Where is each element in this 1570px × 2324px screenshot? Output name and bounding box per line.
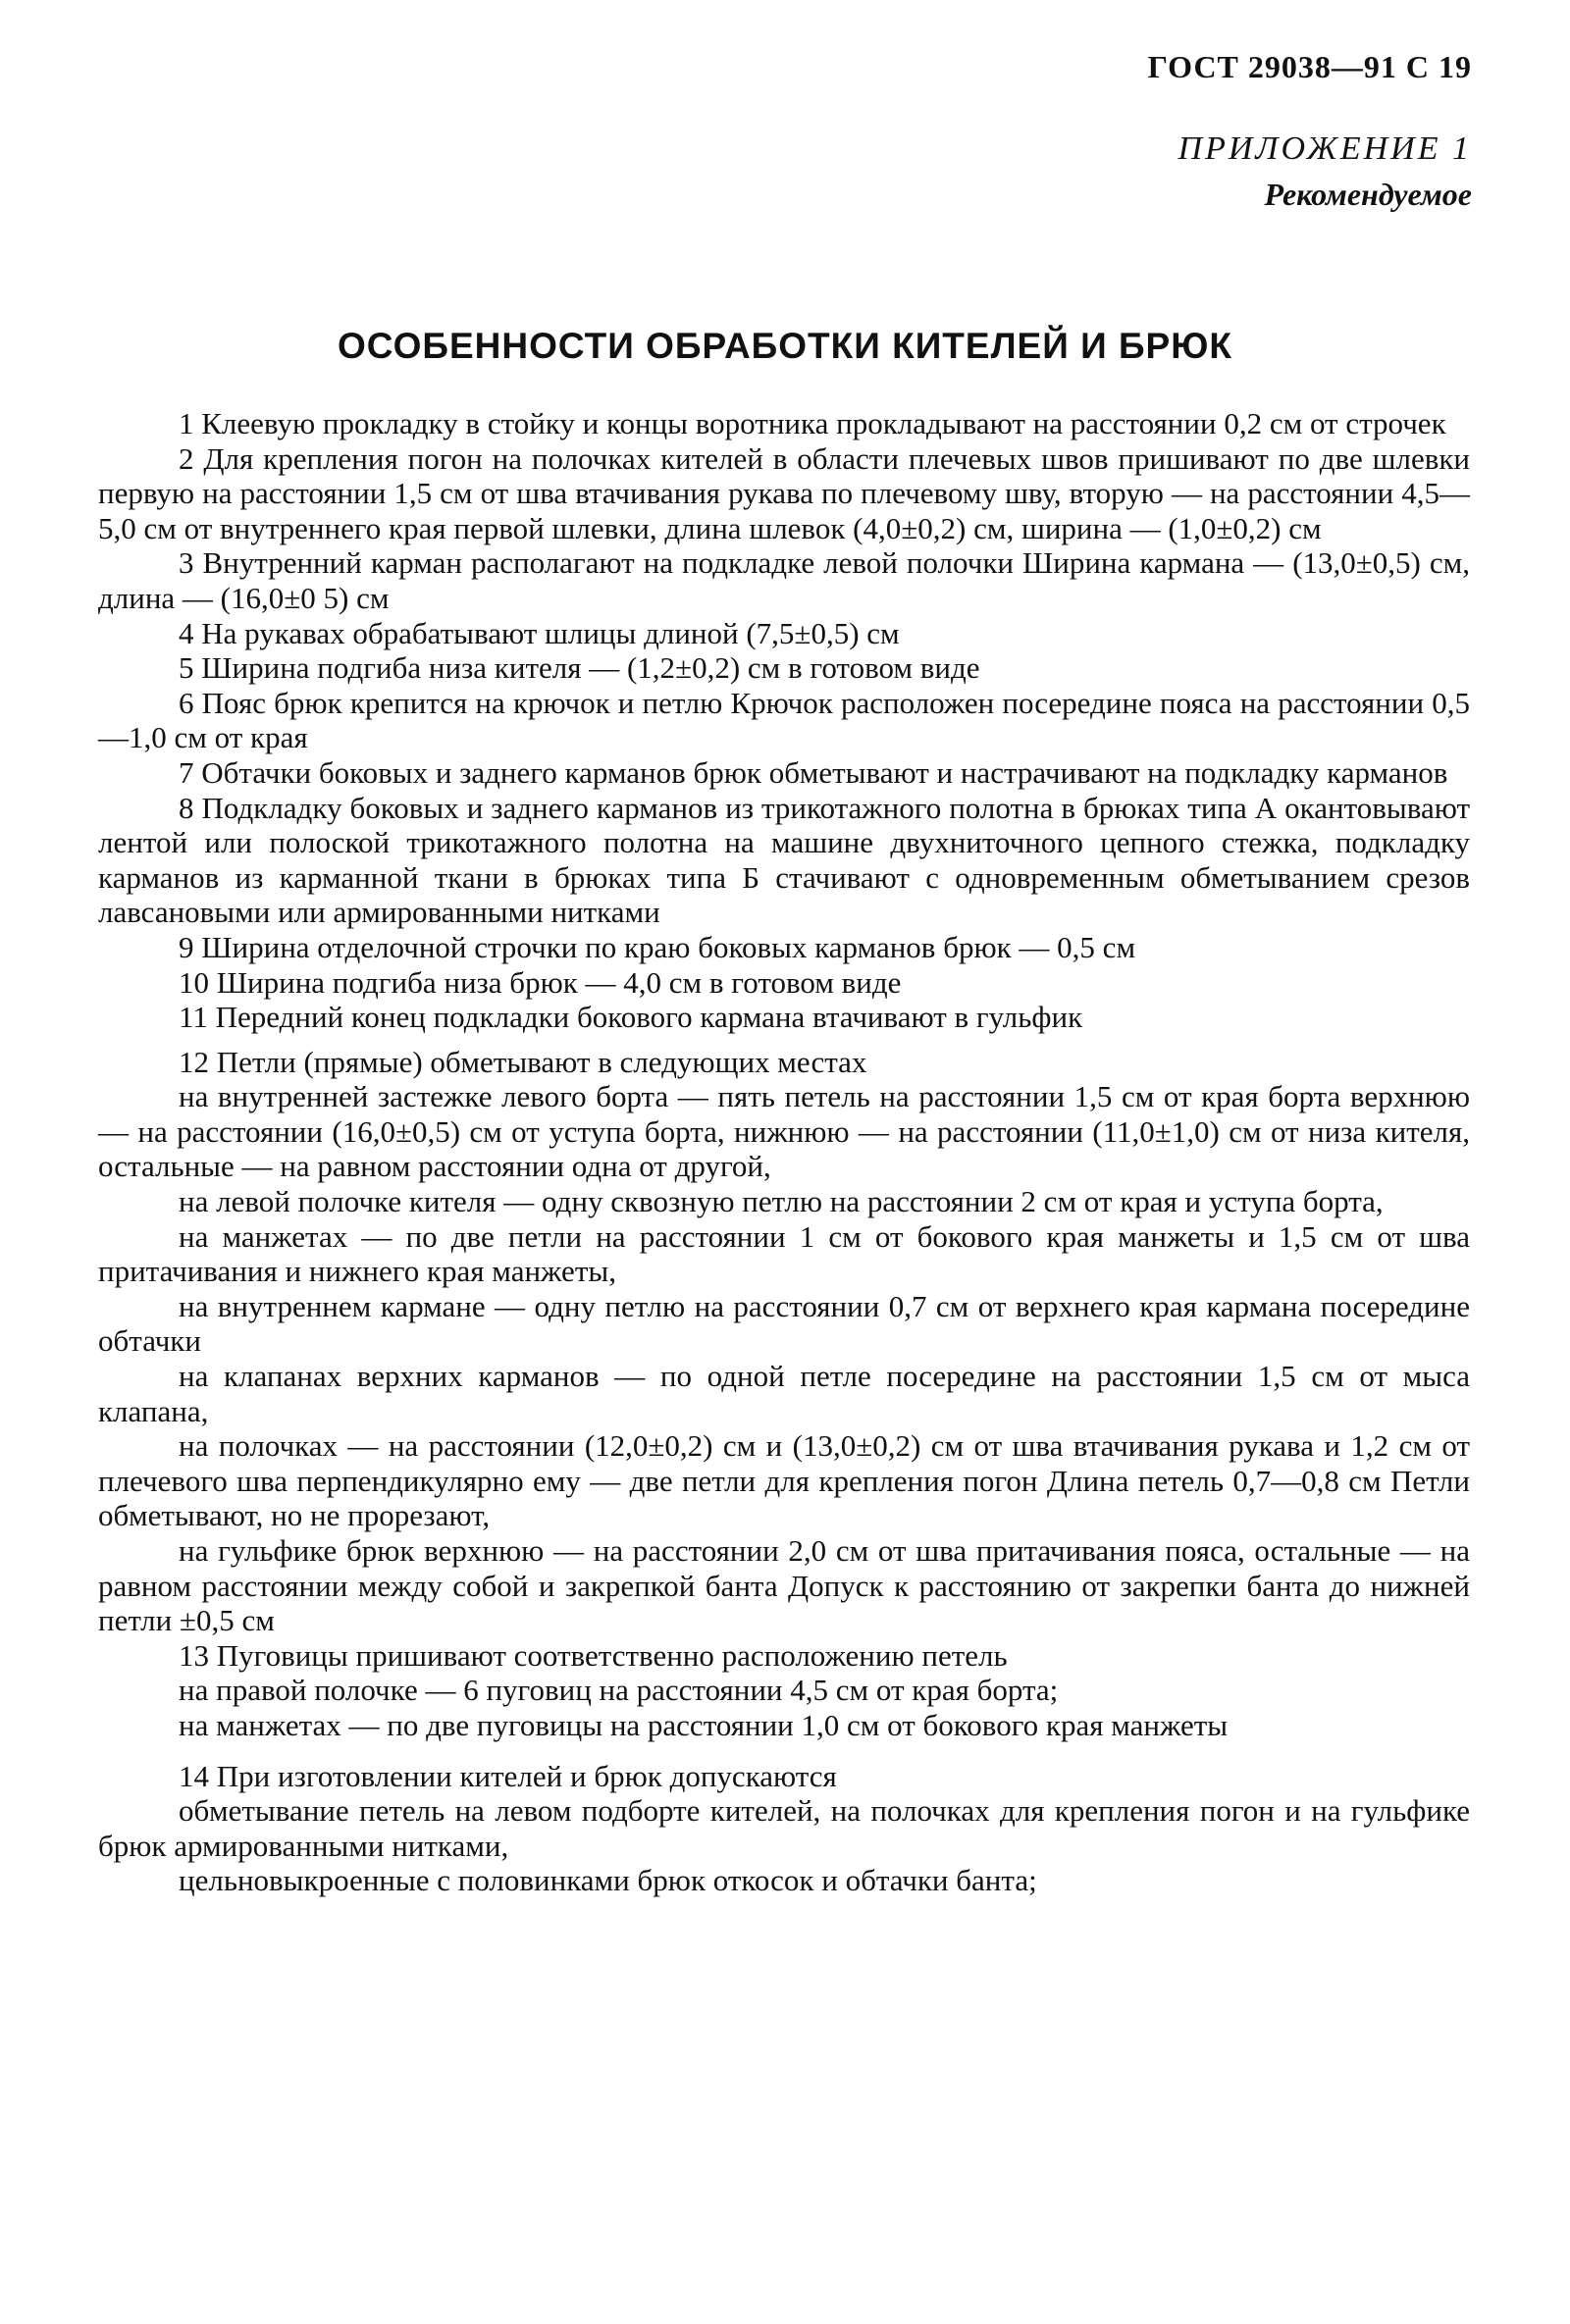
paragraph-5: 5 Ширина подгиба низа кителя — (1,2±0,2) см в готовом виде	[179, 650, 980, 686]
paragraph-1: 1 Клеевую прокладку в стойку и концы воротника прокладывают на расстоянии 0,2 см от строчек	[179, 406, 1446, 440]
paragraph-11: 11 Передний конец подкладки бокового кармана втачивают в гульфик	[179, 1000, 1083, 1035]
paragraph-13: 13 Пуговицы пришивают соответственно расположению петель	[179, 1637, 1008, 1673]
paragraph-12-item-7: на гульфике брюк верхнюю — на расстоянии 2,0 см от шва притачивания пояса, остальные — на равном расстоянии между собой и закрепкой банта Допуск к расстоянию от закрепки банта до нижней петли ±0,5 см	[98, 1533, 1470, 1638]
paragraph-13-item-1: на правой полочке — 6 пуговиц на расстоянии 4,5 см от края борта;	[179, 1673, 1059, 1708]
document-title: ОСОБЕННОСТИ ОБРАБОТКИ КИТЕЛЕЙ И БРЮК	[338, 326, 1232, 366]
appendix-block	[1178, 126, 1472, 216]
paragraph-2: 2 Для крепления погон на полочках кителей в области плечевых швов пришивают по две шлевки первую на расстоянии 1,5 см от шва втачивания рукава по плечевому шву, вторую — на расстоянии 4,5—5,0 см от внутреннего края первой шлевки, длина шлевок (4,0±0,2) см, ширина — (1,0±0,2) см	[98, 440, 1470, 545]
paragraph-12: 12 Петли (прямые) обметывают в следующих местах	[179, 1044, 867, 1079]
paragraph-12-item-1: на внутренней застежке левого борта — пять петель на расстоянии 1,5 см от края борта верхнюю — на расстоянии (16,0±0,5) см от уступа борта, нижнюю — на расстоянии (11,0±1,0) см от низа кителя, остальные — на равном расстоянии одна от другой,	[98, 1079, 1470, 1184]
paragraph-13-item-2: на манжетах — по две пуговицы на расстоянии 1,0 см от бокового края манжеты	[179, 1707, 1229, 1742]
paragraph-14-item-1: обметывание петель на левом подборте кителей, на полочках для крепления погон и на гульфике брюк армированными нитками,	[98, 1793, 1470, 1863]
document-body	[98, 406, 1470, 1898]
appendix-title: ПРИЛОЖЕНИЕ 1	[1178, 130, 1472, 167]
paragraph-8: 8 Подкладку боковых и заднего карманов из трикотажного полотна в брюках типа А окантовывают лентой или полоской трикотажного полотна на машине двухниточного цепного стежка, подкладку карманов из карманной ткани в брюках типа Б стачивают с одновременным обметыванием срезов лавсановыми или армированными нитками	[98, 790, 1470, 930]
paragraph-4: 4 На рукавах обрабатывают шлицы длиной (7,5±0,5) см	[179, 615, 900, 650]
paragraph-9: 9 Ширина отделочной строчки по краю боковых карманов брюк — 0,5 см	[179, 929, 1136, 964]
paragraph-12-item-6: на полочках — на расстоянии (12,0±0,2) см и (13,0±0,2) см от шва втачивания рукава и 1,2 см от плечевого шва перпендикулярно ему — две петли для крепления погон Длина петель 0,7—0,8 см Петли обметывают, но не прорезают,	[98, 1428, 1470, 1533]
paragraph-12-item-3: на манжетах — по две петли на расстоянии 1 см от бокового края манжеты и 1,5 см от шва притачивания и нижнего края манжеты,	[98, 1218, 1470, 1289]
paragraph-12-item-4: на внутреннем кармане — одну петлю на расстоянии 0,7 см от верхнего края кармана посередине обтачки	[98, 1288, 1470, 1359]
standard-reference: ГОСТ 29038—91 С 19	[1147, 49, 1472, 84]
paragraph-12-item-2: на левой полочке кителя — одну сквозную петлю на расстоянии 2 см от края и уступа борта,	[179, 1184, 1384, 1219]
appendix-status: Рекомендуемое	[1264, 177, 1472, 212]
paragraph-6: 6 Пояс брюк крепится на крючок и петлю Крючок расположен посередине пояса на расстоянии 0,5—1,0 см от края	[98, 685, 1470, 755]
paragraph-14: 14 При изготовлении кителей и брюк допускаются	[179, 1758, 837, 1793]
paragraph-7: 7 Обтачки боковых и заднего карманов брюк обметывают и настрачивают на подкладку карманов	[179, 754, 1448, 790]
paragraph-14-item-2: цельновыкроенные с половинками брюк откосок и обтачки банта;	[179, 1863, 1037, 1898]
paragraph-10: 10 Ширина подгиба низа брюк — 4,0 см в готовом виде	[179, 964, 902, 1000]
paragraph-12-item-5: на клапанах верхних карманов — по одной петле посередине на расстоянии 1,5 см от мыса клапана,	[98, 1359, 1470, 1428]
paragraph-3: 3 Внутренний карман располагают на подкладке левой полочки Ширина кармана — (13,0±0,5) см, длина — (16,0±0 5) см	[98, 545, 1470, 615]
